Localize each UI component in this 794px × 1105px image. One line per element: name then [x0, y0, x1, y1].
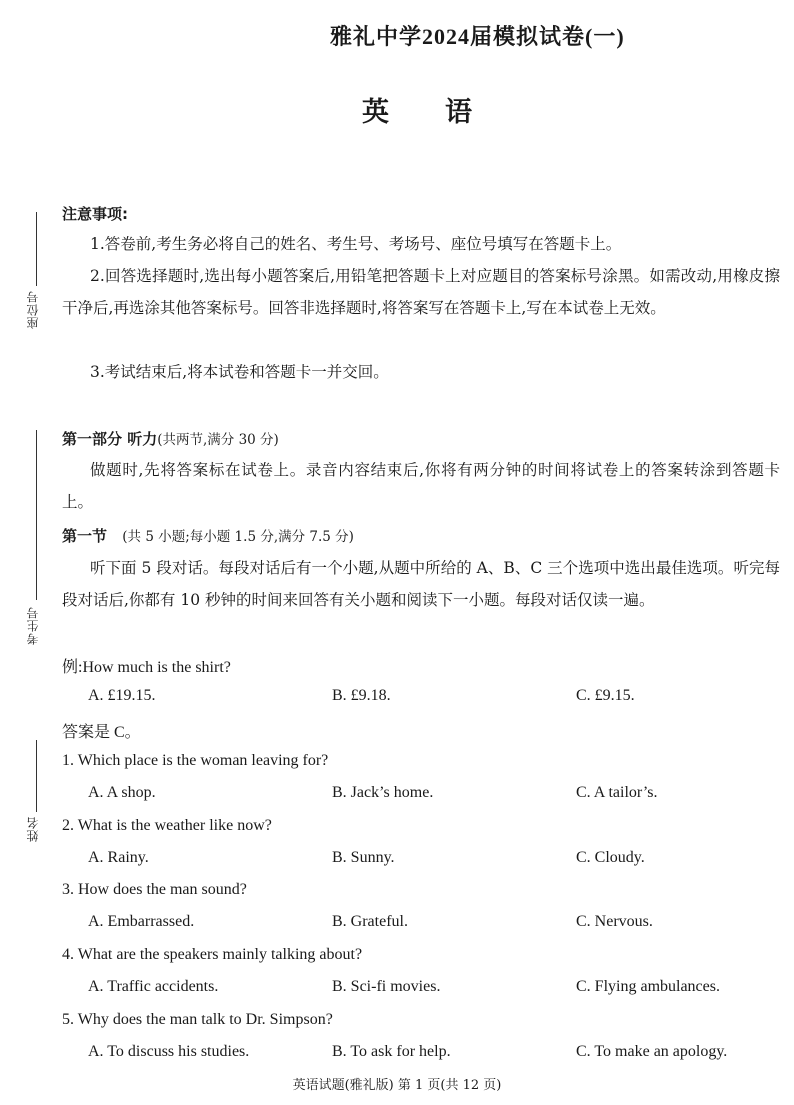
example-answer: 答案是 C。: [62, 724, 141, 741]
question-2: 2. What is the weather like now?: [62, 817, 272, 834]
q4-option-a: A. Traffic accidents.: [88, 978, 219, 995]
exam-number-line: [36, 430, 37, 600]
seat-line: [36, 212, 37, 286]
example-option-b: B. £9.18.: [332, 687, 391, 704]
q1-option-a: A. A shop.: [88, 784, 156, 801]
q2-option-a: A. Rainy.: [88, 849, 149, 866]
q1-option-b: B. Jack’s home.: [332, 784, 434, 801]
section1-meta: (共 5 小题;每小题 1.5 分,满分 7.5 分): [122, 529, 354, 545]
question-5: 5. Why does the man talk to Dr. Simpson?: [62, 1011, 333, 1028]
notice-heading: 注意事项:: [62, 205, 128, 223]
q2-option-b: B. Sunny.: [332, 849, 395, 866]
name-line: [36, 740, 37, 812]
q5-option-b: B. To ask for help.: [332, 1043, 451, 1060]
page-footer: 英语试题(雅礼版) 第 1 页(共 12 页): [292, 1078, 502, 1093]
section1-header: [62, 525, 354, 546]
q3-option-a: A. Embarrassed.: [88, 913, 195, 930]
example-option-a: A. £19.15.: [88, 687, 156, 704]
part1-header: [62, 428, 279, 449]
notice-item-1: 1.答卷前,考生务必将自己的姓名、考生号、考场号、座位号填写在答题卡上。: [90, 235, 622, 253]
q1-option-c: C. A tailor’s.: [576, 784, 658, 801]
part1-title: 第一部分 听力: [62, 430, 158, 448]
part1-instruction: 做题时,先将答案标在试卷上。录音内容结束后,你将有两分钟的时间将试卷上的答案转涂到答题卡上。: [62, 461, 780, 511]
notice-item-2: 2.回答选择题时,选出每小题答案后,用铅笔把答题卡上对应题目的答案标号涂黑。如需改动,用橡皮擦干净后,再选涂其他答案标号。回答非选择题时,将答案写在答题卡上,写在本试卷上无效。: [62, 267, 780, 317]
q5-option-a: A. To discuss his studies.: [88, 1043, 250, 1060]
exam-number-label: 考生号: [26, 606, 40, 645]
example-question: 例:How much is the shirt?: [62, 659, 231, 676]
subject-title: 英语: [362, 97, 528, 128]
exam-title: 雅礼中学2024届模拟试卷(一): [330, 24, 625, 49]
q3-option-b: B. Grateful.: [332, 913, 408, 930]
section1-title: 第一节: [62, 527, 108, 545]
question-1: 1. Which place is the woman leaving for?: [62, 752, 329, 769]
example-option-c: C. £9.15.: [576, 687, 635, 704]
seat-number-label: 座位号: [26, 290, 40, 329]
q4-option-b: B. Sci-fi movies.: [332, 978, 441, 995]
name-label: 姓名: [26, 816, 40, 842]
q2-option-c: C. Cloudy.: [576, 849, 645, 866]
section1-instruction: 听下面 5 段对话。每段对话后有一个小题,从题中所给的 A、B、C 三个选项中选出最佳选项。听完每段对话后,你都有 10 秒钟的时间来回答有关小题和阅读下一小题。每段对话仅读一遍。: [62, 559, 780, 609]
question-4: 4. What are the speakers mainly talking about?: [62, 946, 363, 963]
notice-item-3: 3.考试结束后,将本试卷和答题卡一并交回。: [90, 363, 389, 381]
part1-meta: (共两节,满分 30 分): [157, 432, 279, 448]
question-3: 3. How does the man sound?: [62, 881, 247, 898]
q3-option-c: C. Nervous.: [576, 913, 653, 930]
q4-option-c: C. Flying ambulances.: [576, 978, 720, 995]
q5-option-c: C. To make an apology.: [576, 1043, 728, 1060]
